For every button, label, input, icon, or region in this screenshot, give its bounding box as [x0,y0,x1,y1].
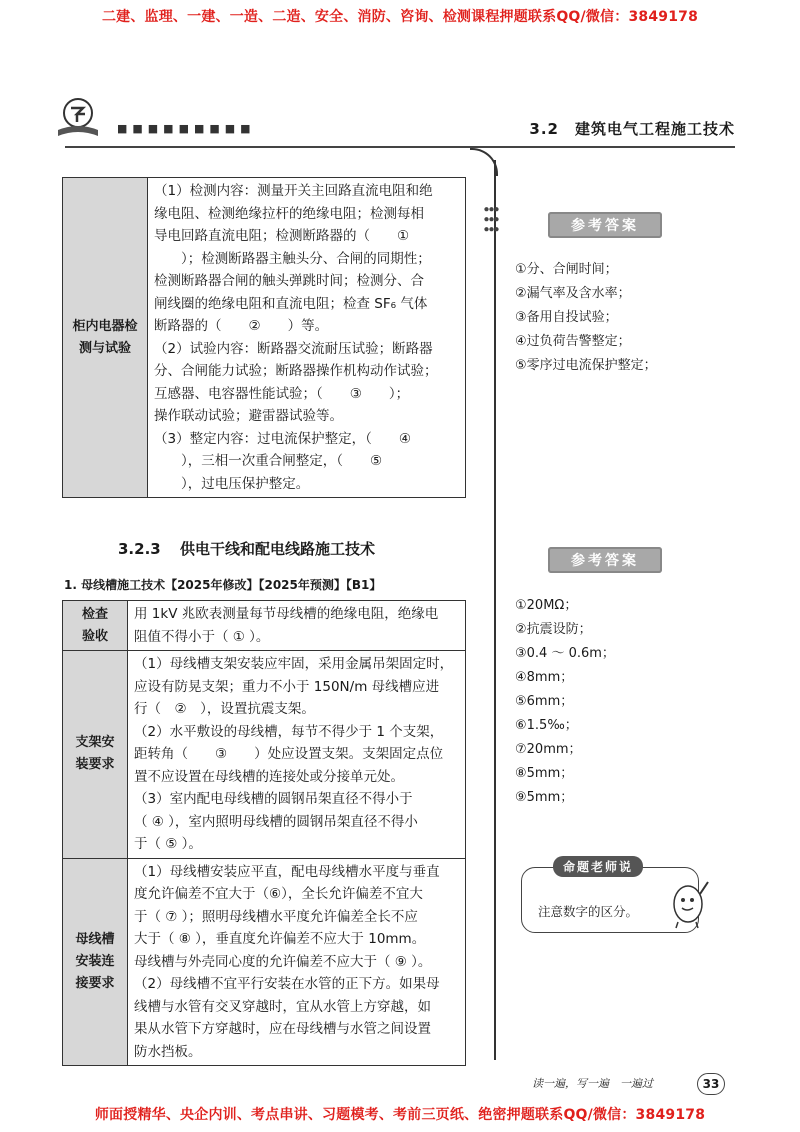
row-label-line: 装要求 [75,757,115,773]
table1-label-text: 柜内电器检测与试验 [72,318,138,356]
table1-line: ）；检测断路器主触头分、合闸的同期性； [154,250,431,267]
answer-item: ①20MΩ； [515,598,578,613]
table-row [63,601,466,651]
row-label [63,601,128,651]
table1-line: 导电回路直流电阻；检测断路器的（ ① [154,228,410,244]
teacher-note-text: 注意数字的区分。 [538,904,639,919]
table-row [63,651,466,859]
row-label [63,858,128,1066]
subsection-heading [118,538,375,559]
answer-item: ⑤零序过电流保护整定； [515,358,657,373]
row-line: 防水挡板。 [134,1043,202,1060]
row-label-line: 母线槽 [75,931,115,947]
row-label-line: 支架安 [75,735,115,751]
table1-line: 检测断路器合闸的触头弹跳时间；检测分、合 [154,273,424,289]
subsection-title: 供电干线和配电线路施工技术 [179,540,375,558]
row-body [128,858,466,1066]
row-label [63,651,128,859]
table1-label [63,178,148,498]
header-dots: ■■■■■■■■■ [117,122,256,135]
answer-item: ②抗震设防； [515,622,592,637]
table1-line: ），三相一次重合闸整定，（ ⑤ [154,453,383,469]
table1-line: ），过电压保护整定。 [154,475,310,492]
footer-motto: 读一遍，写一遍 一遍过 [532,1077,653,1090]
row-line: （3）室内配电母线槽的圆钢吊架直径不得小于 [134,791,413,807]
topic-heading: 1. 母线槽施工技术【2025年修改】【2025年预测】【B1】 [64,578,382,592]
answer-item: ④8mm； [515,670,574,685]
table1-body [148,178,466,498]
row-line: 置不应设置在母线槽的连接处或分接单元处。 [134,768,404,785]
answer-list-2 [515,594,615,810]
answer-item: ③0.4 ～ 0.6m； [515,646,615,661]
table1-line: 互感器、电容器性能试验；（ ③ ）； [154,385,410,402]
row-label-line: 检查 [81,606,108,622]
table1-line: 断路器的（ ② ）等。 [154,318,329,334]
row-line: 度允许偏差不宜大于（⑥），全长允许偏差不宜大 [134,886,423,902]
row-line: 线槽与水管有交叉穿越时，宜从水管上方穿越，如 [134,998,431,1015]
row-line: 用 1kV 兆欧表测量每节母线槽的绝缘电阻，绝缘电 [134,606,439,622]
top-promo-banner: 二建、监理、一建、一造、二造、安全、消防、咨询、检测课程押题联系QQ/微信：3849178 [101,9,699,25]
row-line: （1）母线槽支架安装应牢固，采用金属吊架固定时， [134,656,454,672]
teacher-note-title: 命题老师说 [553,856,643,877]
answer-item: ⑨5mm； [515,790,574,805]
table1-line: 操作联动试验；避雷器试验等。 [154,408,343,424]
row-body [128,651,466,859]
row-line: 大于（ ⑧ ），垂直度允许偏差不应大于 10mm。 [134,931,426,947]
busway-table [62,600,466,1066]
row-line: （ ④ ），室内照明母线槽的圆钢吊架直径不得小 [134,813,418,830]
table1-line: （2）试验内容：断路器交流耐压试验；断路器 [154,340,433,357]
page-number: 33 [697,1073,725,1095]
row-line: （2）母线槽不宜平行安装在水管的正下方。如果母 [134,976,440,992]
section-title: 3.2 建筑电气工程施工技术 [529,120,735,138]
answer-item: ①分、合闸时间； [515,262,618,277]
answer-badge-2: 参考答案 [548,547,662,573]
row-line: 果从水管下方穿越时，应在母线槽与水管之间设置 [134,1021,431,1037]
bottom-promo-banner: 师面授精华、央企内训、考点串讲、习题模考、考前三页纸、绝密押题联系QQ/微信：3849178 [94,1107,706,1123]
header-rule [65,146,735,148]
row-line: （1）母线槽安装应平直，配电母线槽水平度与垂直 [134,863,440,880]
answer-item: ⑧5mm； [515,766,574,781]
answer-item: ③备用自投试验； [515,310,618,325]
table1-line: 缘电阻、检测绝缘拉杆的绝缘电阻；检测每相 [154,205,424,222]
row-line: 阻值不得小于（ ① ）。 [134,628,270,645]
cabinet-test-table [62,177,466,498]
subsection-number: 3.2.3 [118,540,161,558]
answer-item: ⑥1.5‰； [515,718,578,733]
page-spine [494,160,497,1060]
table1-line: （3）整定内容：过电流保护整定，（ ④ [154,430,411,447]
answer-list-1 [515,258,657,378]
page-header [55,96,735,156]
row-line: （2）水平敷设的母线槽，每节不得少于 1 个支架， [134,723,444,740]
answer-item: ④过负荷告警整定； [515,334,631,349]
row-line: 于（ ⑤ ）。 [134,836,202,852]
answer-item: ⑦20mm； [515,742,582,757]
row-line: 距转角（ ③ ）处应设置支架。支架固定点位 [134,746,444,762]
row-line: 应设有防晃支架；重力不小于 150N/m 母线槽应进 [134,678,440,695]
answer-item: ⑤6mm； [515,694,574,709]
binder-rings-icon: ⦁⦁⦁ ⦁⦁⦁ ⦁⦁⦁ [484,204,499,235]
table1-line: 分、合闸能力试验；断路器操作机构动作试验； [154,363,438,379]
row-line: 母线槽与外壳同心度的允许偏差不应大于（ ⑨ ）。 [134,953,432,970]
row-line: 行（ ② ），设置抗震支架。 [134,701,315,717]
table1-line: 闸线圈的绝缘电阻和直流电阻；检查 SF₆ 气体 [154,295,428,312]
table-row [63,858,466,1066]
row-body [128,601,466,651]
table1-line: （1）检测内容：测量开关主回路直流电阻和绝 [154,183,433,199]
row-line: 于（ ⑦ ）；照明母线槽水平度允许偏差全长不应 [134,908,418,925]
egg-mascot-icon [668,876,710,930]
row-label-line: 验收 [81,628,108,644]
answer-item: ②漏气率及含水率； [515,286,631,301]
book-pen-logo-icon [55,96,101,140]
row-label-line: 安装连 [75,953,115,969]
row-label-line: 接要求 [75,975,115,991]
answer-badge-1: 参考答案 [548,212,662,238]
